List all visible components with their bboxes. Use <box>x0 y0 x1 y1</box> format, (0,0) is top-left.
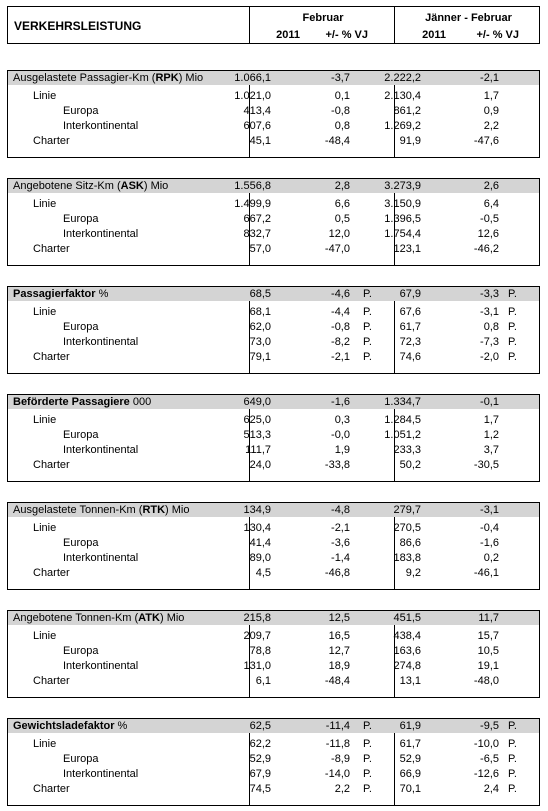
change-janfeb: 15,7 <box>477 630 499 642</box>
change-feb: 0,5 <box>334 213 350 225</box>
value-janfeb-2011: 270,5 <box>393 522 421 534</box>
value-feb-2011: 78,8 <box>249 645 271 657</box>
unit-janfeb: P. <box>508 306 517 318</box>
change-feb: -0,8 <box>331 105 350 117</box>
header-divider <box>394 7 395 43</box>
value-janfeb-2011: 451,5 <box>393 612 421 624</box>
row-label: Interkontinental <box>63 120 139 132</box>
value-feb-2011: 134,9 <box>243 504 271 516</box>
section-title-key: ASK <box>120 180 144 192</box>
section-title-key: Beförderte Passagiere <box>13 396 130 408</box>
value-feb-2011: 52,9 <box>249 753 271 765</box>
table-row <box>8 629 539 643</box>
change-janfeb: 1,2 <box>483 429 499 441</box>
row-label: Linie <box>33 522 57 534</box>
table-row <box>8 443 539 457</box>
table-row <box>8 644 539 658</box>
value-feb-2011: 131,0 <box>243 660 271 672</box>
value-janfeb-2011: 50,2 <box>399 459 421 471</box>
change-feb: -8,9 <box>331 753 350 765</box>
value-feb-2011: 832,7 <box>243 228 271 240</box>
value-feb-2011: 513,3 <box>243 429 271 441</box>
table-row <box>8 767 539 781</box>
section-title-unit: ) Mio <box>143 180 169 192</box>
row-label: Charter <box>33 459 70 471</box>
value-feb-2011: 89,0 <box>249 552 271 564</box>
section-table <box>7 394 540 482</box>
value-feb-2011: 649,0 <box>243 396 271 408</box>
change-feb: -3,7 <box>331 72 350 84</box>
change-janfeb: -1,6 <box>480 537 499 549</box>
section-title-unit: ) Mio <box>165 504 190 516</box>
unit-janfeb: P. <box>508 738 517 750</box>
change-janfeb: 0,8 <box>483 321 499 333</box>
value-janfeb-2011: 2.130,4 <box>384 90 421 102</box>
unit-janfeb: P. <box>508 720 517 732</box>
value-feb-2011: 67,9 <box>249 768 271 780</box>
table-row <box>8 134 539 148</box>
section-title <box>13 395 151 409</box>
value-feb-2011: 111,7 <box>245 444 271 456</box>
section-header-row <box>8 71 539 85</box>
value-janfeb-2011: 861,2 <box>393 105 421 117</box>
section-title-pre: Angebotene Tonnen-Km ( <box>13 612 139 624</box>
section-title-pre: Angebotene Sitz-Km ( <box>13 180 121 192</box>
table-row <box>8 212 539 226</box>
group-header-februar: Februar <box>302 12 344 24</box>
row-label: Linie <box>33 630 57 642</box>
col-header-year: 2011 <box>422 29 446 41</box>
value-janfeb-2011: 274,8 <box>393 660 421 672</box>
change-janfeb: 0,2 <box>483 552 499 564</box>
value-feb-2011: 607,6 <box>243 120 271 132</box>
change-janfeb: -12,6 <box>473 768 499 780</box>
change-feb: 2,8 <box>334 180 350 192</box>
table-row <box>8 458 539 472</box>
change-feb: -0,8 <box>331 321 350 333</box>
value-feb-2011: 62,0 <box>249 321 271 333</box>
section-title <box>13 179 168 193</box>
table-row <box>8 413 539 427</box>
value-feb-2011: 1.066,1 <box>234 72 271 84</box>
change-janfeb: 1,7 <box>483 414 499 426</box>
row-label: Charter <box>33 351 70 363</box>
row-label: Europa <box>63 537 99 549</box>
value-feb-2011: 62,2 <box>249 738 271 750</box>
change-feb: 0,8 <box>334 120 350 132</box>
row-label: Linie <box>33 306 57 318</box>
section-header-row <box>8 395 539 409</box>
row-label: Charter <box>33 675 70 687</box>
change-janfeb: -9,5 <box>480 720 499 732</box>
section-header-row <box>8 503 539 517</box>
change-feb: 1,9 <box>334 444 350 456</box>
change-feb: -11,4 <box>325 720 350 732</box>
value-janfeb-2011: 3.150,9 <box>384 198 421 210</box>
value-feb-2011: 24,0 <box>249 459 271 471</box>
table-row <box>8 350 539 364</box>
row-label: Interkontinental <box>63 768 139 780</box>
section-table <box>7 718 540 806</box>
change-janfeb: 2,4 <box>483 783 499 795</box>
unit-janfeb: P. <box>508 783 517 795</box>
change-janfeb: -46,2 <box>473 243 499 255</box>
change-feb: 2,2 <box>334 783 350 795</box>
change-feb: 12,0 <box>328 228 350 240</box>
row-label: Charter <box>33 783 70 795</box>
section-title-key: RTK <box>142 504 166 516</box>
change-feb: -4,6 <box>331 288 350 300</box>
change-feb: -1,6 <box>331 396 350 408</box>
unit-janfeb: P. <box>508 288 517 300</box>
change-janfeb: -7,3 <box>480 336 499 348</box>
value-janfeb-2011: 67,9 <box>399 288 421 300</box>
unit-janfeb: P. <box>508 753 517 765</box>
change-janfeb: -47,6 <box>473 135 499 147</box>
group-header-jan-feb: Jänner - Februar <box>425 12 512 24</box>
section-title-unit: 000 <box>129 396 152 408</box>
change-janfeb: -0,4 <box>480 522 499 534</box>
table-row <box>8 242 539 256</box>
value-janfeb-2011: 1.754,4 <box>384 228 421 240</box>
row-label: Charter <box>33 135 70 147</box>
change-feb: -2,1 <box>331 351 350 363</box>
row-label: Europa <box>63 321 99 333</box>
row-label: Interkontinental <box>63 444 139 456</box>
row-label: Linie <box>33 414 57 426</box>
value-janfeb-2011: 233,3 <box>393 444 421 456</box>
table-row <box>8 659 539 673</box>
section-title-unit: % <box>95 288 109 300</box>
value-feb-2011: 79,1 <box>249 351 271 363</box>
change-feb: -8,2 <box>331 336 350 348</box>
table-row <box>8 737 539 751</box>
table-row <box>8 536 539 550</box>
change-janfeb: -10,0 <box>473 738 499 750</box>
row-label: Linie <box>33 90 57 102</box>
value-feb-2011: 625,0 <box>243 414 271 426</box>
change-janfeb: -46,1 <box>473 567 499 579</box>
change-janfeb: 3,7 <box>483 444 499 456</box>
value-feb-2011: 73,0 <box>249 336 271 348</box>
section-title <box>13 503 190 517</box>
value-janfeb-2011: 67,6 <box>399 306 421 318</box>
change-janfeb: -0,1 <box>480 396 499 408</box>
value-janfeb-2011: 1.051,2 <box>384 429 421 441</box>
value-janfeb-2011: 1.284,5 <box>384 414 421 426</box>
change-janfeb: 0,9 <box>483 105 499 117</box>
row-label: Interkontinental <box>63 660 139 672</box>
section-header-row <box>8 719 539 733</box>
change-feb: -1,4 <box>331 552 350 564</box>
row-label: Interkontinental <box>63 228 139 240</box>
value-janfeb-2011: 70,1 <box>399 783 421 795</box>
change-feb: 6,6 <box>334 198 350 210</box>
change-feb: -4,8 <box>331 504 350 516</box>
change-feb: -48,4 <box>324 675 350 687</box>
value-feb-2011: 6,1 <box>255 675 271 687</box>
table-row <box>8 428 539 442</box>
value-feb-2011: 57,0 <box>249 243 271 255</box>
change-feb: 16,5 <box>328 630 350 642</box>
col-header-change: +/- % VJ <box>476 29 519 41</box>
table-row <box>8 566 539 580</box>
unit-feb: P. <box>363 768 372 780</box>
change-janfeb: -3,3 <box>480 288 499 300</box>
row-label: Linie <box>33 738 57 750</box>
change-feb: -46,8 <box>324 567 350 579</box>
value-janfeb-2011: 52,9 <box>399 753 421 765</box>
value-janfeb-2011: 1.396,5 <box>384 213 421 225</box>
value-feb-2011: 45,1 <box>249 135 271 147</box>
change-janfeb: 1,7 <box>483 90 499 102</box>
header-table <box>7 6 540 44</box>
value-feb-2011: 215,8 <box>243 612 271 624</box>
change-feb: -0,0 <box>331 429 350 441</box>
unit-janfeb: P. <box>508 768 517 780</box>
value-janfeb-2011: 61,9 <box>399 720 421 732</box>
row-label: Europa <box>63 753 99 765</box>
value-janfeb-2011: 183,8 <box>393 552 421 564</box>
change-janfeb: -0,5 <box>480 213 499 225</box>
value-janfeb-2011: 123,1 <box>393 243 421 255</box>
change-feb: -4,4 <box>331 306 350 318</box>
value-janfeb-2011: 91,9 <box>399 135 421 147</box>
value-feb-2011: 68,1 <box>249 306 271 318</box>
section-title-unit: ) Mio <box>178 72 204 84</box>
row-label: Charter <box>33 567 70 579</box>
value-janfeb-2011: 1.334,7 <box>384 396 421 408</box>
header-divider <box>249 7 250 43</box>
table-row <box>8 89 539 103</box>
table-row <box>8 104 539 118</box>
change-janfeb: -6,5 <box>480 753 499 765</box>
page-title: VERKEHRSLEISTUNG <box>14 19 142 33</box>
section-title <box>13 71 203 85</box>
value-feb-2011: 41,4 <box>249 537 271 549</box>
change-janfeb: -3,1 <box>480 504 499 516</box>
value-feb-2011: 4,5 <box>255 567 271 579</box>
change-feb: 12,7 <box>328 645 350 657</box>
section-title <box>13 719 127 733</box>
unit-feb: P. <box>363 321 372 333</box>
section-header-row <box>8 179 539 193</box>
change-feb: 18,9 <box>328 660 350 672</box>
table-row <box>8 335 539 349</box>
value-janfeb-2011: 3.273,9 <box>384 180 421 192</box>
unit-feb: P. <box>363 306 372 318</box>
section-title-key: Passagierfaktor <box>13 288 96 300</box>
change-feb: -14,0 <box>324 768 350 780</box>
section-header-row <box>8 611 539 625</box>
value-janfeb-2011: 74,6 <box>399 351 421 363</box>
section-title <box>13 611 184 625</box>
section-title-unit: % <box>114 720 128 732</box>
table-row <box>8 752 539 766</box>
section-table <box>7 610 540 698</box>
value-janfeb-2011: 2.222,2 <box>384 72 421 84</box>
unit-janfeb: P. <box>508 351 517 363</box>
section-title-pre: Ausgelastete Tonnen-Km ( <box>13 504 143 516</box>
section-table <box>7 178 540 266</box>
change-janfeb: -2,0 <box>480 351 499 363</box>
section-title-unit: ) Mio <box>159 612 185 624</box>
section-title-key: ATK <box>138 612 160 624</box>
table-row <box>8 674 539 688</box>
row-label: Europa <box>63 105 99 117</box>
change-janfeb: 19,1 <box>477 660 499 672</box>
value-feb-2011: 667,2 <box>243 213 271 225</box>
section-title-key: Gewichtsladefaktor <box>13 720 115 732</box>
change-feb: 12,5 <box>328 612 350 624</box>
table-row <box>8 197 539 211</box>
value-janfeb-2011: 72,3 <box>399 336 421 348</box>
value-janfeb-2011: 61,7 <box>399 738 421 750</box>
value-janfeb-2011: 66,9 <box>399 768 421 780</box>
row-label: Interkontinental <box>63 552 139 564</box>
change-feb: 0,1 <box>334 90 350 102</box>
value-feb-2011: 68,5 <box>249 288 271 300</box>
row-label: Europa <box>63 213 99 225</box>
section-title-key: RPK <box>155 72 179 84</box>
value-feb-2011: 413,4 <box>243 105 271 117</box>
value-feb-2011: 74,5 <box>249 783 271 795</box>
value-feb-2011: 130,4 <box>243 522 271 534</box>
change-feb: -11,8 <box>325 738 350 750</box>
change-feb: 0,3 <box>334 414 350 426</box>
change-janfeb: -2,1 <box>480 72 499 84</box>
value-janfeb-2011: 279,7 <box>393 504 421 516</box>
change-janfeb: -3,1 <box>480 306 499 318</box>
change-feb: -3,6 <box>331 537 350 549</box>
row-label: Europa <box>63 645 99 657</box>
value-janfeb-2011: 438,4 <box>393 630 421 642</box>
table-row <box>8 551 539 565</box>
change-janfeb: 6,4 <box>483 198 499 210</box>
value-janfeb-2011: 163,6 <box>393 645 421 657</box>
change-janfeb: 12,6 <box>477 228 499 240</box>
unit-feb: P. <box>363 753 372 765</box>
unit-feb: P. <box>363 351 372 363</box>
col-header-year: 2011 <box>276 29 300 41</box>
row-label: Charter <box>33 243 70 255</box>
value-feb-2011: 1.499,9 <box>234 198 271 210</box>
change-feb: -48,4 <box>324 135 350 147</box>
unit-feb: P. <box>363 783 372 795</box>
section-table <box>7 502 540 590</box>
row-label: Europa <box>63 429 99 441</box>
col-header-change: +/- % VJ <box>325 29 368 41</box>
change-janfeb: 2,6 <box>483 180 499 192</box>
section-table <box>7 286 540 374</box>
unit-feb: P. <box>363 738 372 750</box>
section-title-pre: Ausgelastete Passagier-Km ( <box>13 72 156 84</box>
unit-feb: P. <box>363 336 372 348</box>
section-title <box>13 287 108 301</box>
change-feb: -2,1 <box>331 522 350 534</box>
table-row <box>8 227 539 241</box>
change-janfeb: 11,7 <box>478 612 499 624</box>
change-feb: -47,0 <box>324 243 350 255</box>
value-feb-2011: 1.556,8 <box>234 180 271 192</box>
unit-janfeb: P. <box>508 321 517 333</box>
value-janfeb-2011: 13,1 <box>399 675 421 687</box>
value-janfeb-2011: 1.269,2 <box>384 120 421 132</box>
row-label: Linie <box>33 198 57 210</box>
table-row <box>8 521 539 535</box>
value-janfeb-2011: 9,2 <box>405 567 421 579</box>
value-feb-2011: 209,7 <box>243 630 271 642</box>
change-janfeb: -48,0 <box>473 675 499 687</box>
row-label: Interkontinental <box>63 336 139 348</box>
value-feb-2011: 62,5 <box>249 720 271 732</box>
unit-feb: P. <box>363 288 372 300</box>
section-header-row <box>8 287 539 301</box>
table-row <box>8 782 539 796</box>
change-janfeb: 2,2 <box>483 120 499 132</box>
unit-janfeb: P. <box>508 336 517 348</box>
table-row <box>8 305 539 319</box>
table-row <box>8 119 539 133</box>
value-feb-2011: 1.021,0 <box>234 90 271 102</box>
value-janfeb-2011: 61,7 <box>399 321 421 333</box>
change-feb: -33,8 <box>324 459 350 471</box>
section-table <box>7 70 540 158</box>
table-row <box>8 320 539 334</box>
change-janfeb: -30,5 <box>473 459 499 471</box>
unit-feb: P. <box>363 720 372 732</box>
change-janfeb: 10,5 <box>477 645 499 657</box>
value-janfeb-2011: 86,6 <box>399 537 421 549</box>
